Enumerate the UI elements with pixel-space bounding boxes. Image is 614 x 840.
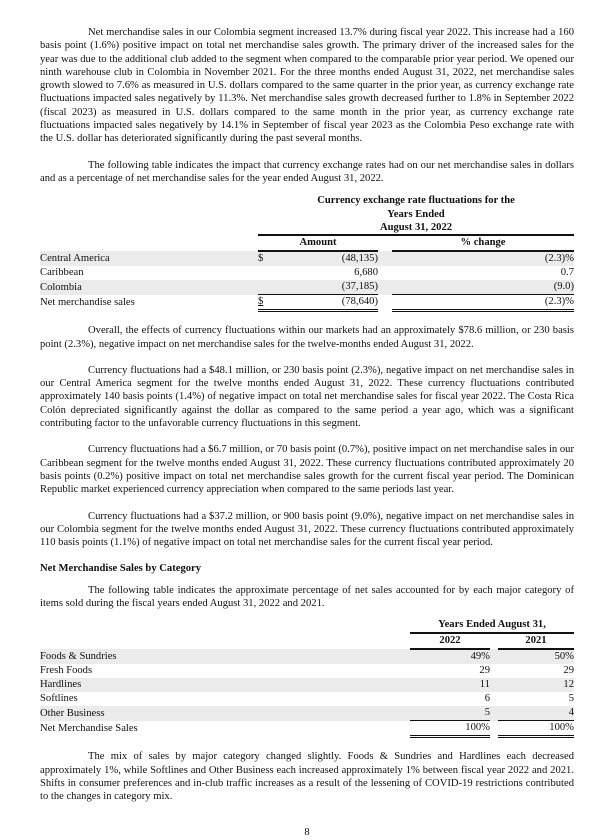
amount: (78,640) (272, 295, 378, 311)
value-2021: 29 (563, 665, 574, 677)
value-2021: 100% (498, 721, 574, 737)
currency-symbol (258, 280, 272, 295)
page-number: 8 (304, 826, 310, 838)
row-label: Caribbean (40, 267, 84, 279)
change: (2.3)% (392, 295, 574, 311)
amount: (48,135) (272, 251, 378, 266)
value-2022: 29 (479, 665, 490, 677)
mix-paragraph: The mix of sales by major category changed slightly. Foods & Sundries and Hardlines each decreased approximately 1%, while Softlines and Other Business each increased approximately 1% between fiscal year 2022 and 2021. Shifts in consumer preferences and in-club traffic increases as a result of the lessening of COVID-19 restrictions contributed to the changes in category mix. (40, 751, 574, 803)
table-row (40, 266, 574, 280)
value-2022: 11 (410, 678, 490, 692)
currency-symbol (258, 266, 272, 280)
row-label: Foods & Sundries (40, 649, 410, 664)
table-row (40, 706, 574, 721)
value-2021: 50% (498, 649, 574, 664)
table-row (40, 295, 574, 311)
row-label: Softlines (40, 693, 78, 705)
col-2021: 2021 (498, 633, 574, 649)
table-row (40, 664, 574, 678)
change: (9.0) (392, 280, 574, 295)
table-row (40, 692, 574, 706)
category-table (40, 618, 574, 738)
table-intro-paragraph: The following table indicates the impact that currency exchange rates had on our net merchandise sales in dollars and as a percentage of net merchandise sales for the year ended August 31, 2022. (40, 159, 574, 184)
value-2021: 5 (568, 693, 574, 705)
value-2021: 4 (498, 706, 574, 721)
central-america-paragraph: Currency fluctuations had a $48.1 million, or 230 basis point (2.3%), negative impact on net merchandise sales in our Central America segment for the twelve months ended August 31, 2022. These currency fluctuations contributed approximately 140 basis points (1.4%) of negative impact on total net merchandise sales for fiscal year 2022. The Costa Rica Colón depreciated significantly against the dollar as compared to the same period a year ago, which was a significant contributing factor to the unfavorable currency fluctuations in this segment. (40, 364, 574, 430)
col-2022: 2022 (410, 633, 490, 649)
amount: (37,185) (272, 280, 378, 295)
fx-title-2: Years Ended (387, 208, 445, 220)
value-2022: 49% (410, 649, 490, 664)
row-label: Colombia (40, 280, 258, 295)
col-change: % change (392, 235, 574, 251)
change: 0.7 (560, 267, 574, 279)
table-row (40, 251, 574, 266)
value-2022: 5 (410, 706, 490, 721)
change: (2.3)% (392, 251, 574, 266)
row-label: Other Business (40, 706, 410, 721)
currency-symbol: $ (258, 251, 272, 266)
overall-paragraph: Overall, the effects of currency fluctuations within our markets had an approximately $78.6 million, or 230 basis point (2.3%), negative impact on net merchandise sales for the twelve-months ended August 31, 2022. (40, 325, 574, 350)
table-row (40, 649, 574, 664)
col-amount: Amount (258, 235, 378, 251)
colombia-fx-paragraph: Currency fluctuations had a $37.2 million, or 900 basis point (9.0%), negative impact on net merchandise sales in our Colombia segment for the twelve months ended August 31, 2022. These currency fluctuations contributed approximately 110 basis points (1.1%) of negative impact on total net merchandise sales for the current fiscal year period. (40, 510, 574, 549)
value-2022: 6 (484, 693, 490, 705)
row-label: Net Merchandise Sales (40, 722, 138, 734)
fx-title-3: August 31, 2022 (258, 221, 574, 235)
currency-symbol: $ (258, 295, 272, 311)
table-row (40, 721, 574, 737)
category-heading: Net Merchandise Sales by Category (40, 563, 202, 575)
value-2021: 12 (498, 678, 574, 692)
table-row (40, 678, 574, 692)
row-label: Hardlines (40, 678, 410, 692)
category-header: Years Ended August 31, (410, 618, 574, 633)
fx-title-1: Currency exchange rate fluctuations for the (317, 194, 515, 206)
row-label: Fresh Foods (40, 665, 93, 677)
row-label: Net merchandise sales (40, 296, 135, 308)
row-label: Central America (40, 251, 258, 266)
category-intro-paragraph: The following table indicates the approximate percentage of net sales accounted for by each major category of items sold during the fiscal years ended August 31, 2022 and 2021. (40, 584, 574, 610)
value-2022: 100% (410, 721, 490, 737)
table-row (40, 280, 574, 295)
colombia-paragraph: Net merchandise sales in our Colombia segment increased 13.7% during fiscal year 2022. This increase had a 160 basis point (1.6%) positive impact on total net merchandise sales growth. The primary driver of the increased sales for the year was due to the additional club added to the segment when compared to the comparable prior year period. We opened our ninth warehouse club in Colombia in November 2021. For the three months ended August 31, 2022, net merchandise sales growth slowed to 7.6% as measured in U.S. dollars compared to the same quarter in the prior year, as currency exchange rate fluctuations impacted sales negatively by 11.3%. Net merchandise sales growth decreased further to 1.8% in September 2022 (fiscal 2023) as measured in U.S. dollars compared to the same month in the prior year, as currency exchange rate fluctuations impacted sales negatively by 14.1% in September of fiscal year 2023 as the Colombia Peso exchange rate with the U.S. dollar has deteriorated significantly during the past several months. (40, 27, 574, 145)
caribbean-paragraph: Currency fluctuations had a $6.7 million, or 70 basis point (0.7%), positive impact on net merchandise sales in our Caribbean segment for the twelve months ended August 31, 2022. These currency fluctuations contributed approximately 20 basis points (0.2%) positive impact on total net merchandise sales growth for the current fiscal year period. The Dominican Republic market experienced currency appreciation when compared to the same periods last year. (40, 444, 574, 496)
amount: 6,680 (354, 267, 378, 279)
currency-fx-table (40, 193, 574, 312)
